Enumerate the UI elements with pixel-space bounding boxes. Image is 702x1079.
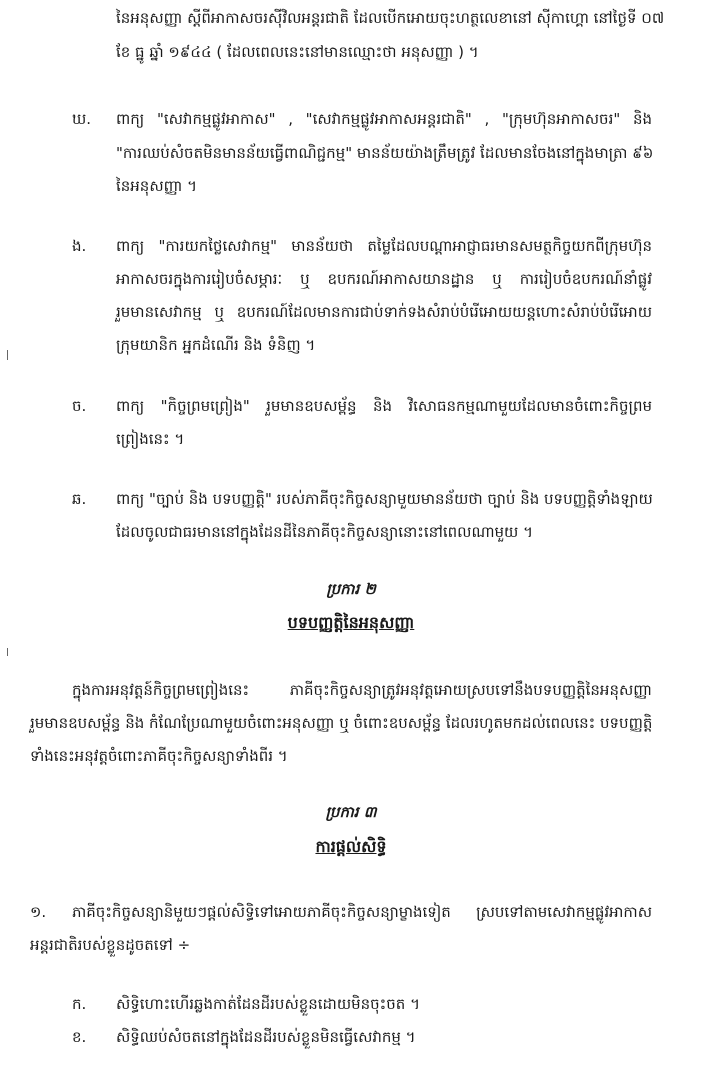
article-2-line: រួមមានឧបសម្ព័ន្ធ និង កំណែប្រែណាមួយចំពោះអនុសញ្ញា ឬ ចំពោះឧបសម្ព័ន្ធ ដែលរហូតមកដល់ពេលនេះ បទបញ្ញត្តិ	[30, 714, 653, 732]
right-text: សិទ្ធិឈប់សំចតនៅក្នុងដែនដីរបស់ខ្លួនមិនធ្វើសេវាកម្ម ។	[116, 1028, 416, 1046]
article-3-line: ភាគីចុះកិច្ចសន្យានិមួយៗផ្ដល់សិទ្ធិទៅអោយភាគីចុះកិច្ចសន្យាម្ខាងទៀត ស្របទៅតាមសេវាកម្មផ្លូវអាកាស	[72, 903, 652, 921]
article-3-label: ប្រការ ៣	[325, 803, 377, 821]
definition-line: ពាក្យ "ការយកថ្លៃសេវាកម្ម" មានន័យថា តម្លៃដែលបណ្ដាអាជ្ញាធរមានសមត្ថកិច្ចយកពីក្រុមហ៊ុន	[116, 237, 652, 255]
scan-mark	[7, 350, 8, 360]
definition-line: ពាក្យ "កិច្ចព្រមព្រៀង" រួមមានឧបសម្ព័ន្ធ និង វិសោធនកម្មណាមួយដែលមានចំពោះកិច្ចព្រម	[116, 397, 652, 415]
right-marker: ខ.	[72, 1028, 87, 1046]
article-3-title-text: ការផ្ដល់សិទ្ធិ	[315, 837, 387, 856]
article-3-item-marker: ១.	[30, 903, 47, 921]
definition-line: ក្រុមយានិក អ្នកដំណើរ និង ទំនិញ ។	[116, 336, 316, 354]
definition-line: ព្រៀងនេះ ។	[116, 430, 185, 448]
definition-marker: ឃ.	[72, 110, 92, 128]
top-paragraph-line: នៃអនុសញ្ញា ស្ដីពីអាកាសចរស៊ីវិលអន្តរជាតិ ដែលបើកអោយចុះហត្ថលេខានៅ ស៊ីកាហ្គោ នៅថ្ងៃទី ០៧	[116, 9, 665, 27]
scan-mark	[7, 648, 8, 656]
right-marker: ក.	[72, 995, 87, 1013]
definition-line: អាកាសចរក្នុងការរៀបចំសម្ភារៈ ឬ ឧបករណ៍អាកាសយានដ្ឋាន ឬ ការរៀបចំឧបករណ៍នាំផ្លូវ	[116, 270, 652, 288]
definition-line: ដែលចូលជាធរមាននៅក្នុងដែនដីនៃភាគីចុះកិច្ចសន្យានោះនៅពេលណាមួយ ។	[116, 523, 533, 541]
definition-line: នៃអនុសញ្ញា ។	[116, 177, 198, 195]
article-2-label: ប្រការ ២	[326, 580, 376, 598]
article-3-title	[0, 836, 702, 860]
definition-line: "ការឈប់សំចតមិនមានន័យធ្វើពាណិជ្ជកម្ម" មានន័យយ៉ាងត្រឹមត្រូវ ដែលមានចែងនៅក្នុងមាត្រា ៩៦	[116, 144, 654, 162]
definition-marker: ង.	[72, 237, 87, 255]
article-2-line: ក្នុងការអនុវត្តន៍កិច្ចព្រមព្រៀងនេះ ភាគីចុះកិច្ចសន្យាត្រូវអនុវត្តអោយស្របទៅនឹងបទបញ្ញត្តិនៃអនុសញ្ញា	[72, 681, 652, 699]
article-3-line: អន្តរជាតិរបស់ខ្លួនដូចតទៅ ÷	[30, 936, 191, 954]
definition-line: ពាក្យ "ច្បាប់ និង បទបញ្ញត្តិ" របស់ភាគីចុះកិច្ចសន្យាមួយមានន័យថា ច្បាប់ និង បទបញ្ញត្តិទាំងឡាយ	[116, 490, 653, 508]
definition-marker: ឆ.	[72, 490, 87, 508]
article-2-line: ទាំងនេះអនុវត្តចំពោះភាគីចុះកិច្ចសន្យាទាំងពីរ ។	[30, 747, 288, 765]
right-text: សិទ្ធិហោះហើរឆ្លងកាត់ដែនដីរបស់ខ្លួនដោយមិនចុះចត ។	[116, 995, 420, 1013]
definition-marker: ច.	[72, 397, 87, 415]
article-2-title-text: បទបញ្ញត្តិនៃអនុសញ្ញា	[287, 613, 415, 632]
definition-line: ពាក្យ "សេវាកម្មផ្លូវអាកាស" , "សេវាកម្មផ្លូវអាកាសអន្តរជាតិ" , "ក្រុមហ៊ុនអាកាសចរ" និង	[116, 110, 652, 128]
definition-line: រួមមានសេវាកម្ម ឬ ឧបករណ៍ដែលមានការជាប់ទាក់ទងសំរាប់បំរើអោយយន្តហោះសំរាប់បំរើអោយ	[116, 303, 652, 321]
article-2-title	[0, 612, 702, 636]
top-paragraph-line: ខែ ធ្នូ ឆ្នាំ ១៩៤៤ ( ដែលពេលនេះនៅមានឈ្មោះថា អនុសញ្ញា ) ។	[116, 43, 479, 61]
